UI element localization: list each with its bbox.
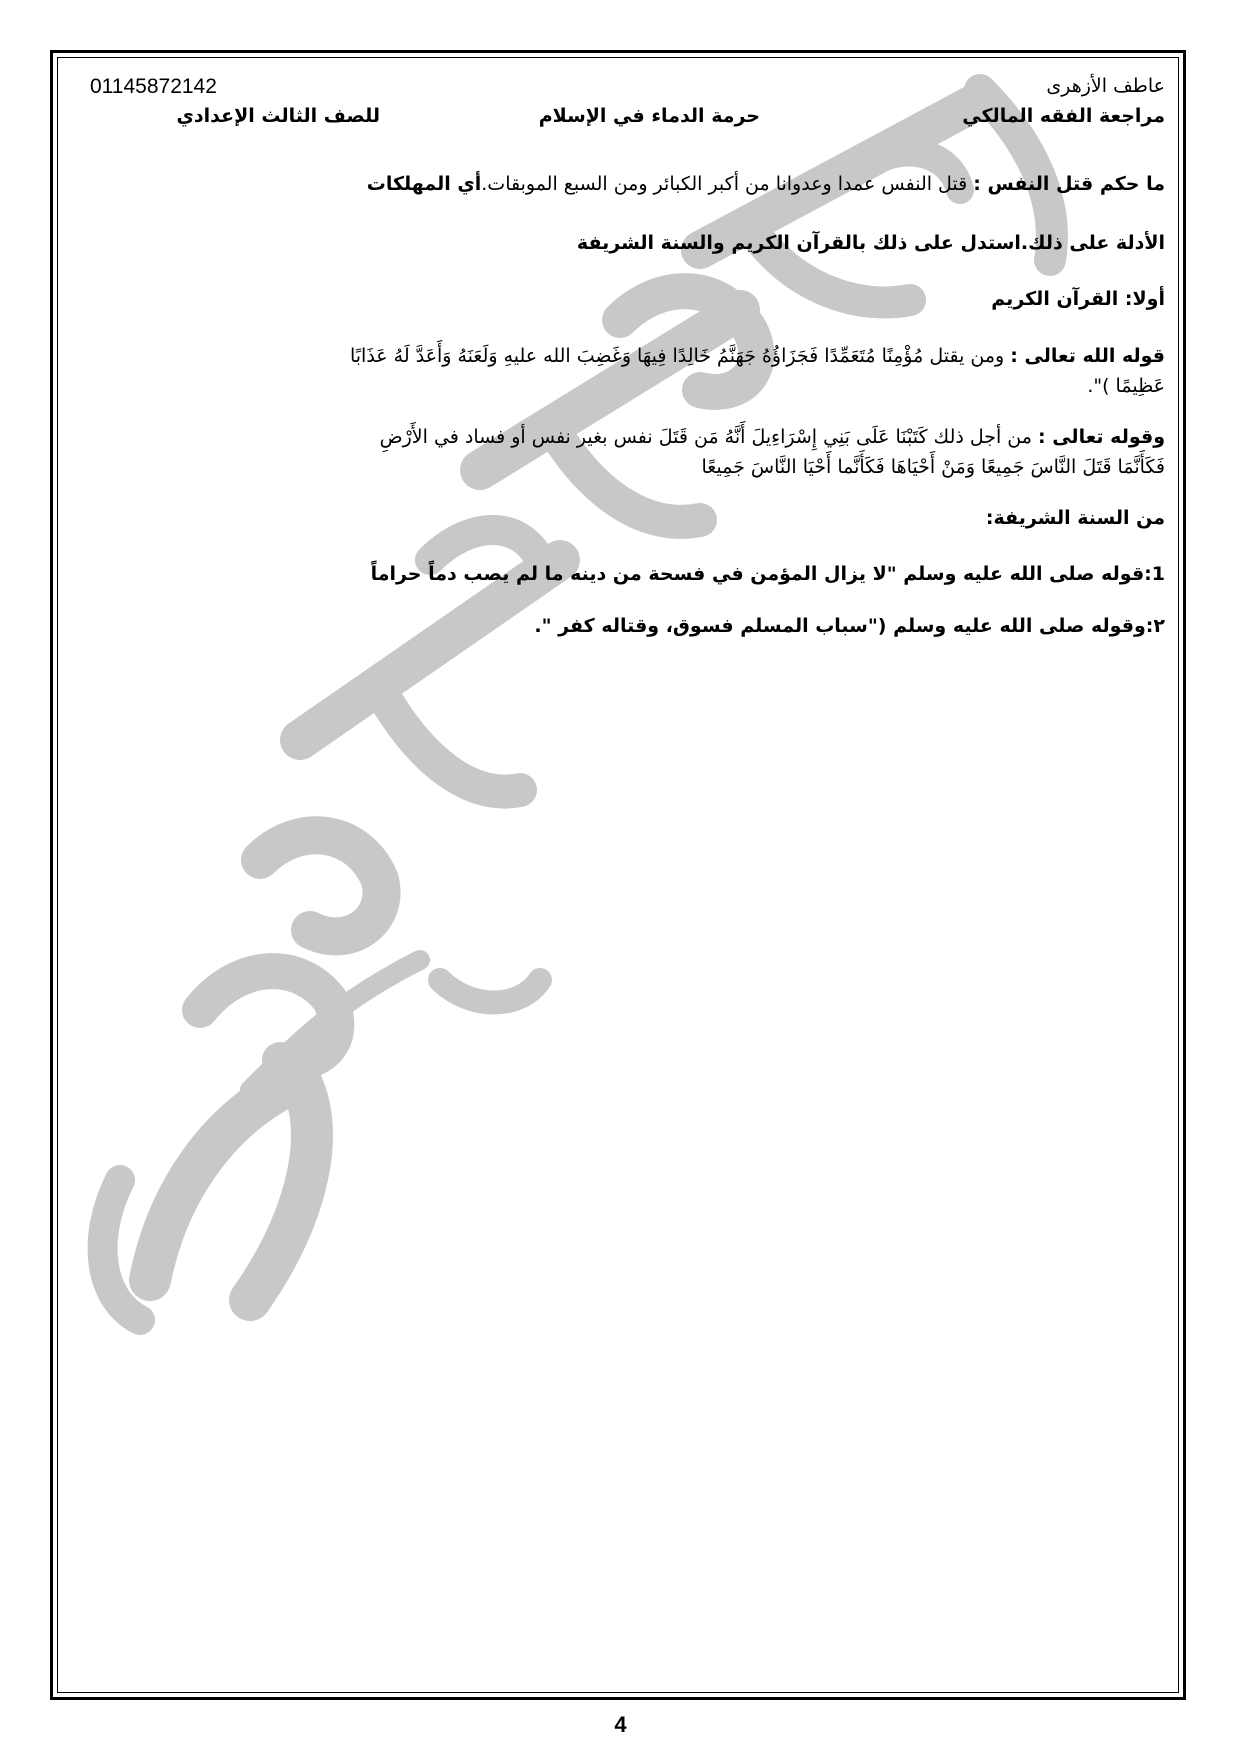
verse2-line [380,426,1165,448]
verse1-continuation: عَظِيمًا )". [1087,375,1165,397]
verse2-continuation: فَكَأَنَّمَا قَتَلَ النَّاسَ جَمِيعًا وَمَنْ أَحْيَاهَا فَكَأَنَّما أَحْيَا النَّاسَ جَمِيعًا [701,456,1165,478]
question-answer: قتل النفس عمدا وعدوانا من أكبر الكبائر ومن السبع الموبقات. [481,173,974,195]
hadith2-number: ٢: [1145,615,1165,637]
hadith1-line [371,563,1165,585]
sunnah-heading: من السنة الشريفة: [985,507,1165,529]
verse1-label: قوله الله تعالى : [1010,345,1165,367]
hadith1-text: قوله صلى الله عليه وسلم "لا يزال المؤمن في فسحة من دينه ما لم يصب دماً حراماً [370,563,1145,585]
hadith2-text: وقوله صلى الله عليه وسلم ("سباب المسلم فسوق، وقتاله كفر ". [534,615,1146,637]
subject-title: مراجعة الفقه المالكي [962,105,1165,127]
hadith2-line [534,615,1165,637]
question-label: ما حكم قتل النفس : [973,173,1165,195]
verse1-line [350,345,1165,367]
question-note: أي المهلكات [366,173,482,195]
hadith1-number: 1: [1144,563,1165,585]
verse2-label: وقوله تعالى : [1038,426,1165,448]
verse1-text: ومن يقتل مُؤْمِنًا مُتَعَمِّدًا فَجَزَاؤُهُ جَهَنَّمُ خَالِدًا فِيهَا وَغَضِبَ الله عليهِ وَلَعَنَهُ وَأَعَدَّ لَهُ عَذَابًا [349,345,1011,367]
question-paragraph [367,173,1165,195]
verse2-text: من أجل ذلك كَتَبْنَا عَلَى بَنِي إِسْرَاءِيلَ أَنَّهُ مَن قَتَلَ نفس بغير نفس أو فساد في الأَرْضِ [379,426,1038,448]
grade-label: للصف الثالث الإعدادي [176,105,380,127]
quran-heading: أولا: القرآن الكريم [991,288,1165,310]
evidence-heading: الأدلة على ذلك.استدل على ذلك بالقرآن الكريم والسنة الشريفة [576,232,1165,254]
page-number: 4 [614,1712,627,1737]
lesson-title: حرمة الدماء في الإسلام [538,105,760,127]
author-name: عاطف الأزهرى [1046,75,1165,97]
phone-number: 01145872142 [90,75,217,98]
